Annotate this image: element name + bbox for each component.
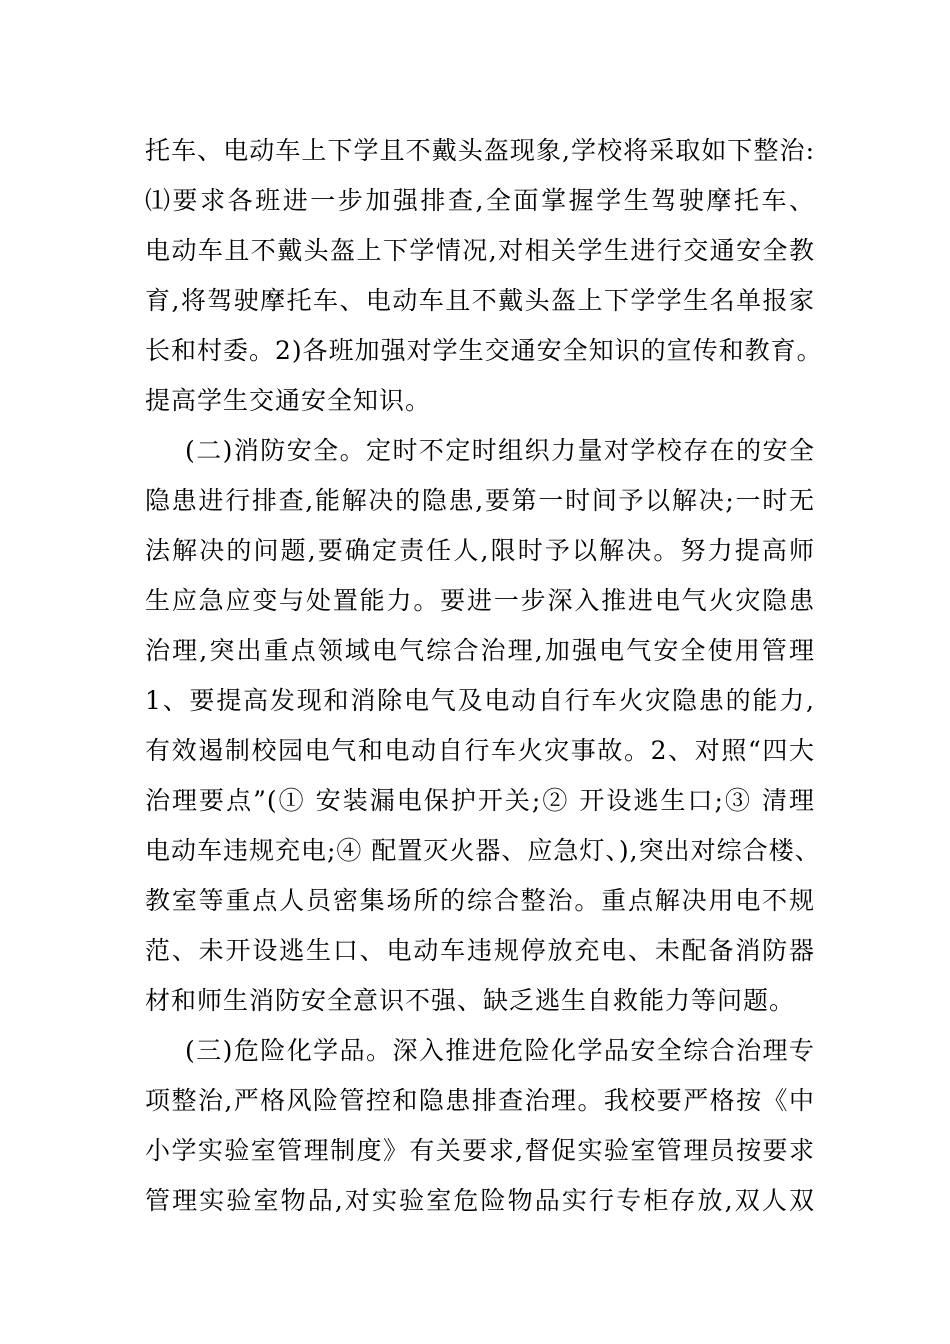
text-line: 治理要点”(① 安装漏电保护开关;② 开设逃生口;③ 清理 <box>145 786 815 815</box>
paragraph-first-line: (二)消防安全。定时不定时组织力量对学校存在的安全 <box>185 436 815 465</box>
text-line: 生应急应变与处置能力。要进一步深入推进电气火灾隐患 <box>145 586 815 615</box>
text-line: 材和师生消防安全意识不强、缺乏逃生自救能力等问题。 <box>145 986 796 1015</box>
text-line: 治理,突出重点领域电气综合治理,加强电气安全使用管理 <box>145 636 815 665</box>
text-line: 隐患进行排查,能解决的隐患,要第一时间予以解决;一时无 <box>145 486 815 515</box>
text-line: 有效遏制校园电气和电动自行车火灾事故。2、对照“四大 <box>145 736 815 765</box>
text-line: ⑴要求各班进一步加强排查,全面掌握学生驾驶摩托车、 <box>145 186 815 215</box>
text-line: 项整治,严格风险管控和隐患排查治理。我校要严格按《中 <box>145 1086 815 1115</box>
text-line: 提高学生交通安全知识。 <box>145 386 432 415</box>
text-line: 托车、电动车上下学且不戴头盔现象,学校将采取如下整治: <box>145 136 815 165</box>
text-line: 电动车且不戴头盔上下学情况,对相关学生进行交通安全教 <box>145 236 815 265</box>
text-line: 管理实验室物品,对实验室危险物品实行专柜存放,双人双 <box>145 1186 815 1215</box>
text-line: 法解决的问题,要确定责任人,限时予以解决。努力提高师 <box>145 536 815 565</box>
text-line: 1、要提高发现和消除电气及电动自行车火灾隐患的能力, <box>145 686 815 715</box>
text-line: 育,将驾驶摩托车、电动车且不戴头盔上下学学生名单报家 <box>145 286 815 315</box>
text-line: 长和村委。2)各班加强对学生交通安全知识的宣传和教育。 <box>145 336 823 365</box>
text-line: 小学实验室管理制度》有关要求,督促实验室管理员按要求 <box>145 1136 815 1165</box>
text-line: 范、未开设逃生口、电动车违规停放充电、未配备消防器 <box>145 936 815 965</box>
text-line: 电动车违规充电;④ 配置灭火器、应急灯、),突出对综合楼、 <box>145 836 821 865</box>
body-text <box>145 126 823 1226</box>
paragraph-first-line: (三)危险化学品。深入推进危险化学品安全综合治理专 <box>185 1036 815 1065</box>
text-line: 教室等重点人员密集场所的综合整治。重点解决用电不规 <box>145 886 815 915</box>
